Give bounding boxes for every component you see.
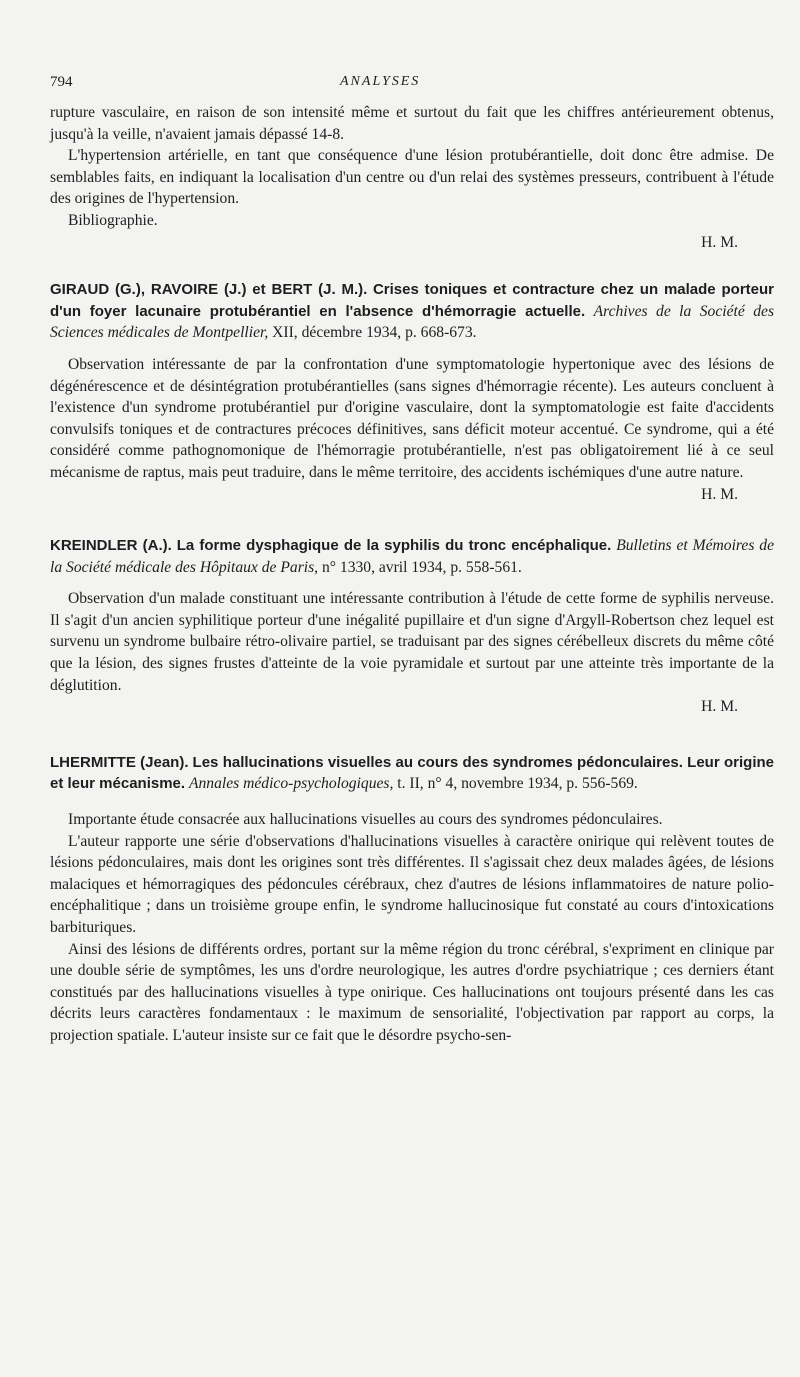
bibliography-label: Bibliographie.	[68, 211, 158, 229]
paragraph: L'hypertension artérielle, en tant que conséquence d'une lésion protubérantielle, doit donc être admise. De semblables faits, en indiquant la localisation d'un centre ou d'un relai des systèmes presseurs, contribuent à l'étude des origines de l'hypertension.	[50, 147, 774, 208]
entry-authors: KREINDLER (A.).	[50, 537, 172, 555]
entry-heading	[50, 279, 774, 344]
running-head: ANALYSES	[340, 74, 421, 89]
entry-body: Observation intéressante de par la confrontation d'une symptomatologie hypertonique avec des lésions de dégénérescence et de désintégration protubérantielles (sans signes d'hémorragie récente). Les auteurs concluent à l'existence d'un syndrome protubérantiel pur d'origine vasculaire, dont la symptomatologie est faite d'accidents convulsifs toniques et de contractures précoces définitives, sans déficit moteur accentué. Ce syndrome, qui a été considéré comme pathognomonique de l'hémorragie protubérantielle, n'est pas obligatoirement lié à ce seul mécanisme de raptus, mais peut traduire, dans le même territoire, des accidents ischémiques d'une autre nature.	[50, 355, 774, 481]
entry-body: Observation d'un malade constituant une intéressante contribution à l'étude de cette forme de syphilis nerveuse. Il s'agit d'un ancien syphilitique porteur d'une inégalité pupillaire et d'un signe d'Argyll-Robertson chez lequel est survenu un syndrome bulbaire rétro-olivaire partiel, se traduisant par des signes cérébelleux discrets du même côté que la lésion, des signes frustes d'atteinte de la voie pyramidale et surtout par une atteinte très importante de la déglutition.	[50, 590, 774, 694]
entry-title: La forme dysphagique de la syphilis du tronc encéphalique.	[176, 537, 612, 555]
entry-body: Ainsi des lésions de différents ordres, portant sur la même région du tronc cérébral, s'expriment en clinique par une double série de symptômes, les uns d'ordre neurologique, les autres d'ordre psychiatrique ; ces derniers étant constitués par des hallucinations visuelles à type onirique. Ces hallucinations ont toujours présenté dans les cas décrits leurs caractères fondamentaux : le maximum de sensorialité, l'objectivation par rapport au corps, la projection spatiale. L'auteur insiste sur ce fait que le désordre psycho-sen-	[50, 940, 774, 1044]
entry-authors: GIRAUD (G.), RAVOIRE (J.) et BERT (J. M.).	[50, 281, 368, 299]
entry-details: n° 1330, avril 1934, p. 558-561.	[321, 558, 522, 576]
entry-body: Importante étude consacrée aux hallucinations visuelles au cours des syndromes pédonculaires.	[68, 811, 663, 829]
entry-details: t. II, n° 4, novembre 1934, p. 556-569.	[397, 775, 638, 793]
entry-journal: Archives de la Société des Sciences médicales de Montpellier,	[50, 302, 775, 342]
entry-heading	[50, 535, 774, 578]
entry-authors: LHERMITTE (Jean).	[50, 753, 189, 771]
entry-body: L'auteur rapporte une série d'observations d'hallucinations visuelles à caractère onirique qui relèvent toutes de lésions pédonculaires, mais dont les origines sont très différentes. Il s'agissait chez deux malades âgées, de lésions malaciques et hémorragiques des pédoncules cérébraux, chez d'autres de lésions inflammatoires de nature polio-encéphalitique ; dans un troisième groupe enfin, le syndrome hallucinosique fut constaté au cours d'intoxications barbituriques.	[50, 832, 774, 936]
paragraph: rupture vasculaire, en raison de son intensité même et surtout du fait que les chiffres antérieurement obtenus, jusqu'à la veille, n'avaient jamais dépassé 14-8.	[50, 104, 774, 143]
signature: H. M.	[701, 233, 738, 251]
entry-journal: Bulletins et Mémoires de la Société médicale des Hôpitaux de Paris,	[50, 537, 775, 576]
entry-heading	[50, 752, 774, 795]
entry-journal: Annales médico-psychologiques,	[188, 775, 394, 793]
signature: H. M.	[701, 485, 738, 503]
signature: H. M.	[701, 698, 738, 716]
page-header	[50, 0, 774, 102]
abstract-entry	[50, 279, 774, 505]
entry-title: Les hallucinations visuelles au cours des syndromes pédonculaires. Leur origine et leur mécanisme.	[50, 753, 774, 793]
abstract-entry	[50, 752, 774, 1047]
page-number: 794	[50, 74, 73, 90]
entry-title: Crises toniques et contracture chez un malade porteur d'un foyer lacunaire protubérantiel en l'absence d'hémorragie actuelle.	[50, 281, 775, 320]
entry-details: XII, décembre 1934, p. 668-673.	[272, 324, 477, 342]
abstract-entry	[50, 535, 774, 718]
intro-continuation	[50, 102, 774, 253]
